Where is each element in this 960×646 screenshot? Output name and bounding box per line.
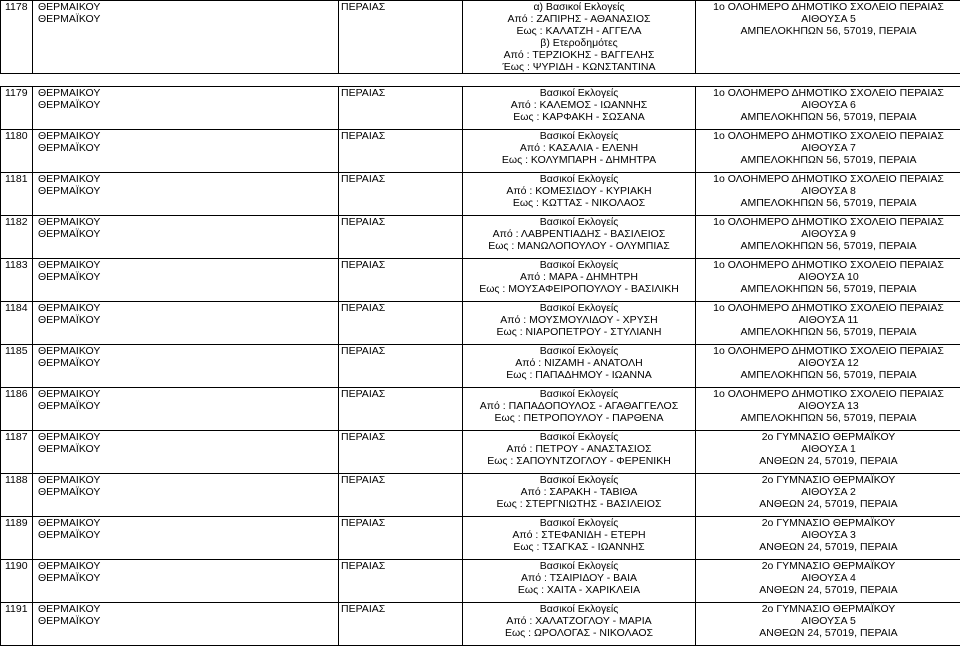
municipality <box>33 603 339 646</box>
polling-location-line: ΑΙΘΟΥΣΑ 12 <box>696 357 960 369</box>
station-number <box>1 87 33 130</box>
polling-location-line: 1ο ΟΛΟΗΜΕΡΟ ΔΗΜΟΤΙΚΟ ΣΧΟΛΕΙΟ ΠΕΡΑΙΑΣ <box>696 388 960 400</box>
region-text: ΠΕΡΑΙΑΣ <box>341 345 462 357</box>
voter-range <box>463 474 696 517</box>
table-row <box>1 560 960 603</box>
station-number <box>1 1 33 74</box>
table-row <box>1 173 960 216</box>
region-text: ΠΕΡΑΙΑΣ <box>341 302 462 314</box>
municipality-line: ΘΕΡΜΑΪΚΟΥ <box>38 228 338 240</box>
polling-location-line: ΑΜΠΕΛΟΚΗΠΩΝ 56, 57019, ΠΕΡΑΙΑ <box>696 240 960 252</box>
voter-range-line: Εως : ΠΑΠΑΔΗΜΟΥ - ΙΩΑΝΝΑ <box>463 369 695 381</box>
polling-location-line: ΑΙΘΟΥΣΑ 8 <box>696 185 960 197</box>
station-number-text: 1185 <box>5 345 32 357</box>
region <box>339 517 463 560</box>
voter-range-line: Από : ΠΕΤΡΟΥ - ΑΝΑΣΤΑΣΙΟΣ <box>463 443 695 455</box>
region-text: ΠΕΡΑΙΑΣ <box>341 560 462 572</box>
polling-location-line: ΑΜΠΕΛΟΚΗΠΩΝ 56, 57019, ΠΕΡΑΙΑ <box>696 326 960 338</box>
station-number-text: 1184 <box>5 302 32 314</box>
polling-location-line: ΑΙΘΟΥΣΑ 6 <box>696 99 960 111</box>
voter-range-line: Από : ΚΑΛΕΜΟΣ - ΙΩΑΝΝΗΣ <box>463 99 695 111</box>
municipality <box>33 431 339 474</box>
municipality-line: ΘΕΡΜΑΙΚΟΥ <box>38 603 338 615</box>
voter-range <box>463 431 696 474</box>
polling-location-line: 1ο ΟΛΟΗΜΕΡΟ ΔΗΜΟΤΙΚΟ ΣΧΟΛΕΙΟ ΠΕΡΑΙΑΣ <box>696 259 960 271</box>
polling-location <box>696 173 960 216</box>
municipality-line: ΘΕΡΜΑΙΚΟΥ <box>38 216 338 228</box>
polling-location-line: 1ο ΟΛΟΗΜΕΡΟ ΔΗΜΟΤΙΚΟ ΣΧΟΛΕΙΟ ΠΕΡΑΙΑΣ <box>696 130 960 142</box>
polling-location <box>696 130 960 173</box>
municipality <box>33 87 339 130</box>
polling-location-line: ΑΝΘΕΩΝ 24, 57019, ΠΕΡΑΙΑ <box>696 498 960 510</box>
table-row <box>1 603 960 646</box>
polling-location <box>696 431 960 474</box>
voter-range-line: β) Ετεροδημότες <box>463 37 695 49</box>
voter-range-line: Εως : ΠΕΤΡΟΠΟΥΛΟΥ - ΠΑΡΘΕΝΑ <box>463 412 695 424</box>
polling-location-line: 1ο ΟΛΟΗΜΕΡΟ ΔΗΜΟΤΙΚΟ ΣΧΟΛΕΙΟ ΠΕΡΑΙΑΣ <box>696 173 960 185</box>
voter-range-line: Από : ΚΑΣΑΛΙΑ - ΕΛΕΝΗ <box>463 142 695 154</box>
voter-range-line: Βασικοί Εκλογείς <box>463 345 695 357</box>
region <box>339 1 463 74</box>
polling-location-line: 2ο ΓΥΜΝΑΣΙΟ ΘΕΡΜΑΪΚΟΥ <box>696 517 960 529</box>
municipality <box>33 216 339 259</box>
voter-range-line: Εως : ΣΑΠΟΥΝΤΖΟΓΛΟΥ - ΦΕΡΕΝΙΚΗ <box>463 455 695 467</box>
station-number-text: 1178 <box>5 1 32 13</box>
polling-location-line: 1ο ΟΛΟΗΜΕΡΟ ΔΗΜΟΤΙΚΟ ΣΧΟΛΕΙΟ ΠΕΡΑΙΑΣ <box>696 216 960 228</box>
municipality-line: ΘΕΡΜΑΪΚΟΥ <box>38 443 338 455</box>
table-body <box>1 1 960 646</box>
polling-location-line: ΑΙΘΟΥΣΑ 2 <box>696 486 960 498</box>
station-number-text: 1189 <box>5 517 32 529</box>
voter-range <box>463 173 696 216</box>
voter-range-line: Εως : ΝΙΑΡΟΠΕΤΡΟΥ - ΣΤΥΛΙΑΝΗ <box>463 326 695 338</box>
voter-range-line: Από : ΤΣΑΙΡΙΔΟΥ - ΒΑΙΑ <box>463 572 695 584</box>
voter-range <box>463 130 696 173</box>
polling-location <box>696 302 960 345</box>
polling-location-line: ΑΜΠΕΛΟΚΗΠΩΝ 56, 57019, ΠΕΡΑΙΑ <box>696 369 960 381</box>
voter-range-line: Βασικοί Εκλογείς <box>463 130 695 142</box>
voter-range-line: Από : ΝΙΖΑΜΗ - ΑΝΑΤΟΛΗ <box>463 357 695 369</box>
polling-location-line: 1ο ΟΛΟΗΜΕΡΟ ΔΗΜΟΤΙΚΟ ΣΧΟΛΕΙΟ ΠΕΡΑΙΑΣ <box>696 87 960 99</box>
table-row <box>1 216 960 259</box>
polling-location <box>696 560 960 603</box>
polling-location-line: ΑΝΘΕΩΝ 24, 57019, ΠΕΡΑΙΑ <box>696 627 960 639</box>
region <box>339 474 463 517</box>
region <box>339 560 463 603</box>
station-number <box>1 259 33 302</box>
voter-range-line: Εως : ΚΟΛΥΜΠΑΡΗ - ΔΗΜΗΤΡΑ <box>463 154 695 166</box>
voter-range-line: Βασικοί Εκλογείς <box>463 259 695 271</box>
voter-range-line: Βασικοί Εκλογείς <box>463 560 695 572</box>
voter-range-line: Βασικοί Εκλογείς <box>463 474 695 486</box>
voter-range-line: Βασικοί Εκλογείς <box>463 431 695 443</box>
voter-range <box>463 302 696 345</box>
voter-range-line: Από : ΠΑΠΑΔΟΠΟΥΛΟΣ - ΑΓΑΘΑΓΓΕΛΟΣ <box>463 400 695 412</box>
voter-range-line: Βασικοί Εκλογείς <box>463 388 695 400</box>
voter-range-line: Εως : ΚΩΤΤΑΣ - ΝΙΚΟΛΑΟΣ <box>463 197 695 209</box>
voter-range <box>463 1 696 74</box>
polling-location-line: 2ο ΓΥΜΝΑΣΙΟ ΘΕΡΜΑΪΚΟΥ <box>696 474 960 486</box>
polling-location-line: ΑΙΘΟΥΣΑ 11 <box>696 314 960 326</box>
region-text: ΠΕΡΑΙΑΣ <box>341 603 462 615</box>
polling-location-line: ΑΝΘΕΩΝ 24, 57019, ΠΕΡΑΙΑ <box>696 584 960 596</box>
voter-range-line: Εως : ΣΤΕΡΓΝΙΩΤΗΣ - ΒΑΣΙΛΕΙΟΣ <box>463 498 695 510</box>
station-number-text: 1186 <box>5 388 32 400</box>
table-row <box>1 1 960 74</box>
voter-range <box>463 87 696 130</box>
municipality <box>33 1 339 74</box>
station-number <box>1 560 33 603</box>
polling-location-line: 1ο ΟΛΟΗΜΕΡΟ ΔΗΜΟΤΙΚΟ ΣΧΟΛΕΙΟ ΠΕΡΑΙΑΣ <box>696 345 960 357</box>
municipality <box>33 474 339 517</box>
voter-range <box>463 345 696 388</box>
region <box>339 173 463 216</box>
polling-location-line: ΑΜΠΕΛΟΚΗΠΩΝ 56, 57019, ΠΕΡΑΙΑ <box>696 197 960 209</box>
table-row <box>1 474 960 517</box>
voter-range <box>463 259 696 302</box>
municipality-line: ΘΕΡΜΑΙΚΟΥ <box>38 259 338 271</box>
polling-location-line: ΑΜΠΕΛΟΚΗΠΩΝ 56, 57019, ΠΕΡΑΙΑ <box>696 412 960 424</box>
municipality <box>33 173 339 216</box>
station-number <box>1 173 33 216</box>
voter-range-line: Εως : ΧΑΙΤΑ - ΧΑΡΙΚΛΕΙΑ <box>463 584 695 596</box>
polling-location-line: ΑΝΘΕΩΝ 24, 57019, ΠΕΡΑΙΑ <box>696 541 960 553</box>
municipality-line: ΘΕΡΜΑΪΚΟΥ <box>38 99 338 111</box>
municipality-line: ΘΕΡΜΑΪΚΟΥ <box>38 572 338 584</box>
municipality <box>33 130 339 173</box>
voter-range <box>463 388 696 431</box>
municipality <box>33 517 339 560</box>
station-number <box>1 130 33 173</box>
voter-range-line: Από : ΤΕΡΖΙΟΚΗΣ - ΒΑΓΓΕΛΗΣ <box>463 49 695 61</box>
voter-range-line: α) Βασικοί Εκλογείς <box>463 1 695 13</box>
voter-range-line: Από : ΧΑΛΑΤΖΟΓΛΟΥ - ΜΑΡΙΑ <box>463 615 695 627</box>
voter-range-line: Βασικοί Εκλογείς <box>463 216 695 228</box>
table-row <box>1 302 960 345</box>
polling-location-line: ΑΙΘΟΥΣΑ 7 <box>696 142 960 154</box>
region-text: ΠΕΡΑΙΑΣ <box>341 1 462 13</box>
polling-location-line: ΑΝΘΕΩΝ 24, 57019, ΠΕΡΑΙΑ <box>696 455 960 467</box>
voter-range <box>463 603 696 646</box>
municipality-line: ΘΕΡΜΑΙΚΟΥ <box>38 302 338 314</box>
region <box>339 431 463 474</box>
municipality-line: ΘΕΡΜΑΙΚΟΥ <box>38 87 338 99</box>
polling-location-line: 1ο ΟΛΟΗΜΕΡΟ ΔΗΜΟΤΙΚΟ ΣΧΟΛΕΙΟ ΠΕΡΑΙΑΣ <box>696 1 960 13</box>
polling-location <box>696 87 960 130</box>
station-number-text: 1188 <box>5 474 32 486</box>
table-row <box>1 87 960 130</box>
municipality-line: ΘΕΡΜΑΪΚΟΥ <box>38 486 338 498</box>
station-number-text: 1179 <box>5 87 32 99</box>
polling-location-line: ΑΙΘΟΥΣΑ 10 <box>696 271 960 283</box>
municipality <box>33 345 339 388</box>
polling-location-line: 2ο ΓΥΜΝΑΣΙΟ ΘΕΡΜΑΪΚΟΥ <box>696 560 960 572</box>
voter-range-line: Βασικοί Εκλογείς <box>463 87 695 99</box>
region-text: ΠΕΡΑΙΑΣ <box>341 431 462 443</box>
station-number-text: 1183 <box>5 259 32 271</box>
station-number <box>1 474 33 517</box>
table-row <box>1 130 960 173</box>
station-number <box>1 216 33 259</box>
polling-location-line: ΑΙΘΟΥΣΑ 5 <box>696 13 960 25</box>
station-number <box>1 603 33 646</box>
region-text: ΠΕΡΑΙΑΣ <box>341 388 462 400</box>
polling-location-line: ΑΙΘΟΥΣΑ 9 <box>696 228 960 240</box>
region-text: ΠΕΡΑΙΑΣ <box>341 87 462 99</box>
polling-location <box>696 1 960 74</box>
polling-location-line: ΑΜΠΕΛΟΚΗΠΩΝ 56, 57019, ΠΕΡΑΙΑ <box>696 283 960 295</box>
municipality-line: ΘΕΡΜΑΙΚΟΥ <box>38 560 338 572</box>
voter-range-line: Βασικοί Εκλογείς <box>463 173 695 185</box>
table-row <box>1 345 960 388</box>
polling-location <box>696 474 960 517</box>
municipality-line: ΘΕΡΜΑΙΚΟΥ <box>38 130 338 142</box>
municipality-line: ΘΕΡΜΑΪΚΟΥ <box>38 314 338 326</box>
region <box>339 130 463 173</box>
municipality-line: ΘΕΡΜΑΙΚΟΥ <box>38 474 338 486</box>
polling-location-line: 2ο ΓΥΜΝΑΣΙΟ ΘΕΡΜΑΪΚΟΥ <box>696 431 960 443</box>
table-row <box>1 259 960 302</box>
region-text: ΠΕΡΑΙΑΣ <box>341 517 462 529</box>
voter-range-line: Εως : ΜΟΥΣΑΦΕΙΡΟΠΟΥΛΟΥ - ΒΑΣΙΛΙΚΗ <box>463 283 695 295</box>
voter-range-line: Από : ΣΤΕΦΑΝΙΔΗ - ΕΤΕΡΗ <box>463 529 695 541</box>
station-number-text: 1182 <box>5 216 32 228</box>
station-number-text: 1181 <box>5 173 32 185</box>
voter-range-line: Από : ΣΑΡΑΚΗ - ΤΑΒΙΘΑ <box>463 486 695 498</box>
polling-location-line: ΑΙΘΟΥΣΑ 1 <box>696 443 960 455</box>
municipality-line: ΘΕΡΜΑΪΚΟΥ <box>38 529 338 541</box>
polling-location <box>696 517 960 560</box>
station-number-text: 1187 <box>5 431 32 443</box>
table-row <box>1 517 960 560</box>
polling-location-line: ΑΙΘΟΥΣΑ 13 <box>696 400 960 412</box>
voter-range-line: Από : ΛΑΒΡΕΝΤΙΑΔΗΣ - ΒΑΣΙΛΕΙΟΣ <box>463 228 695 240</box>
region-text: ΠΕΡΑΙΑΣ <box>341 259 462 271</box>
polling-location <box>696 388 960 431</box>
station-number <box>1 302 33 345</box>
polling-location-line: ΑΙΘΟΥΣΑ 4 <box>696 572 960 584</box>
table-row <box>1 431 960 474</box>
polling-location-line: ΑΙΘΟΥΣΑ 3 <box>696 529 960 541</box>
voter-range-line: Βασικοί Εκλογείς <box>463 302 695 314</box>
polling-location <box>696 345 960 388</box>
polling-location <box>696 216 960 259</box>
municipality <box>33 302 339 345</box>
region-text: ΠΕΡΑΙΑΣ <box>341 173 462 185</box>
municipality <box>33 388 339 431</box>
voter-range-line: Από : ΜΑΡΑ - ΔΗΜΗΤΡΗ <box>463 271 695 283</box>
municipality-line: ΘΕΡΜΑΙΚΟΥ <box>38 345 338 357</box>
row-spacer <box>1 74 960 87</box>
municipality-line: ΘΕΡΜΑΪΚΟΥ <box>38 271 338 283</box>
municipality-line: ΘΕΡΜΑΪΚΟΥ <box>38 185 338 197</box>
voter-range <box>463 560 696 603</box>
polling-location-line: ΑΜΠΕΛΟΚΗΠΩΝ 56, 57019, ΠΕΡΑΙΑ <box>696 111 960 123</box>
polling-location-line: 1ο ΟΛΟΗΜΕΡΟ ΔΗΜΟΤΙΚΟ ΣΧΟΛΕΙΟ ΠΕΡΑΙΑΣ <box>696 302 960 314</box>
voter-range-line: Από : ΖΑΠΙΡΗΣ - ΑΘΑΝΑΣΙΟΣ <box>463 13 695 25</box>
region-text: ΠΕΡΑΙΑΣ <box>341 216 462 228</box>
voter-range-line: Εως : ΚΑΡΦΑΚΗ - ΣΩΣΑΝΑ <box>463 111 695 123</box>
municipality-line: ΘΕΡΜΑΙΚΟΥ <box>38 1 338 13</box>
municipality-line: ΘΕΡΜΑΪΚΟΥ <box>38 357 338 369</box>
station-number-text: 1190 <box>5 560 32 572</box>
voter-range-line: Εως : ΩΡΟΛΟΓΑΣ - ΝΙΚΟΛΑΟΣ <box>463 627 695 639</box>
municipality-line: ΘΕΡΜΑΙΚΟΥ <box>38 517 338 529</box>
voter-range-line: Βασικοί Εκλογείς <box>463 517 695 529</box>
station-number <box>1 388 33 431</box>
region <box>339 216 463 259</box>
polling-location <box>696 259 960 302</box>
municipality-line: ΘΕΡΜΑΪΚΟΥ <box>38 400 338 412</box>
station-number-text: 1180 <box>5 130 32 142</box>
municipality-line: ΘΕΡΜΑΙΚΟΥ <box>38 173 338 185</box>
region <box>339 345 463 388</box>
municipality-line: ΘΕΡΜΑΪΚΟΥ <box>38 615 338 627</box>
region <box>339 302 463 345</box>
region <box>339 603 463 646</box>
station-number <box>1 431 33 474</box>
region-text: ΠΕΡΑΙΑΣ <box>341 130 462 142</box>
municipality-line: ΘΕΡΜΑΪΚΟΥ <box>38 13 338 25</box>
municipality <box>33 259 339 302</box>
voter-range-line: Εως : ΚΑΛΑΤΖΗ - ΑΓΓΕΛΑ <box>463 25 695 37</box>
municipality-line: ΘΕΡΜΑΙΚΟΥ <box>38 388 338 400</box>
voter-range-line: Εως : ΜΑΝΩΛΟΠΟΥΛΟΥ - ΟΛΥΜΠΙΑΣ <box>463 240 695 252</box>
station-number-text: 1191 <box>5 603 32 615</box>
voter-range-line: Βασικοί Εκλογείς <box>463 603 695 615</box>
polling-location <box>696 603 960 646</box>
polling-location-line: ΑΙΘΟΥΣΑ 5 <box>696 615 960 627</box>
polling-location-line: ΑΜΠΕΛΟΚΗΠΩΝ 56, 57019, ΠΕΡΑΙΑ <box>696 25 960 37</box>
voter-range-line: Από : ΜΟΥΣΜΟΥΛΙΔΟΥ - ΧΡΥΣΗ <box>463 314 695 326</box>
municipality <box>33 560 339 603</box>
table-row <box>1 388 960 431</box>
region-text: ΠΕΡΑΙΑΣ <box>341 474 462 486</box>
polling-location-line: ΑΜΠΕΛΟΚΗΠΩΝ 56, 57019, ΠΕΡΑΙΑ <box>696 154 960 166</box>
municipality-line: ΘΕΡΜΑΪΚΟΥ <box>38 142 338 154</box>
municipality-line: ΘΕΡΜΑΙΚΟΥ <box>38 431 338 443</box>
region <box>339 388 463 431</box>
voter-range <box>463 216 696 259</box>
station-number <box>1 345 33 388</box>
polling-location-line: 2ο ΓΥΜΝΑΣΙΟ ΘΕΡΜΑΪΚΟΥ <box>696 603 960 615</box>
voter-range-line: Έως : ΨΥΡΙΔΗ - ΚΩΝΣΤΑΝΤΙΝΑ <box>463 61 695 73</box>
voter-range-line: Εως : ΤΣΑΓΚΑΣ - ΙΩΑΝΝΗΣ <box>463 541 695 553</box>
region <box>339 259 463 302</box>
region <box>339 87 463 130</box>
voter-range <box>463 517 696 560</box>
station-number <box>1 517 33 560</box>
voter-range-line: Από : ΚΟΜΕΣΙΔΟΥ - ΚΥΡΙΑΚΗ <box>463 185 695 197</box>
